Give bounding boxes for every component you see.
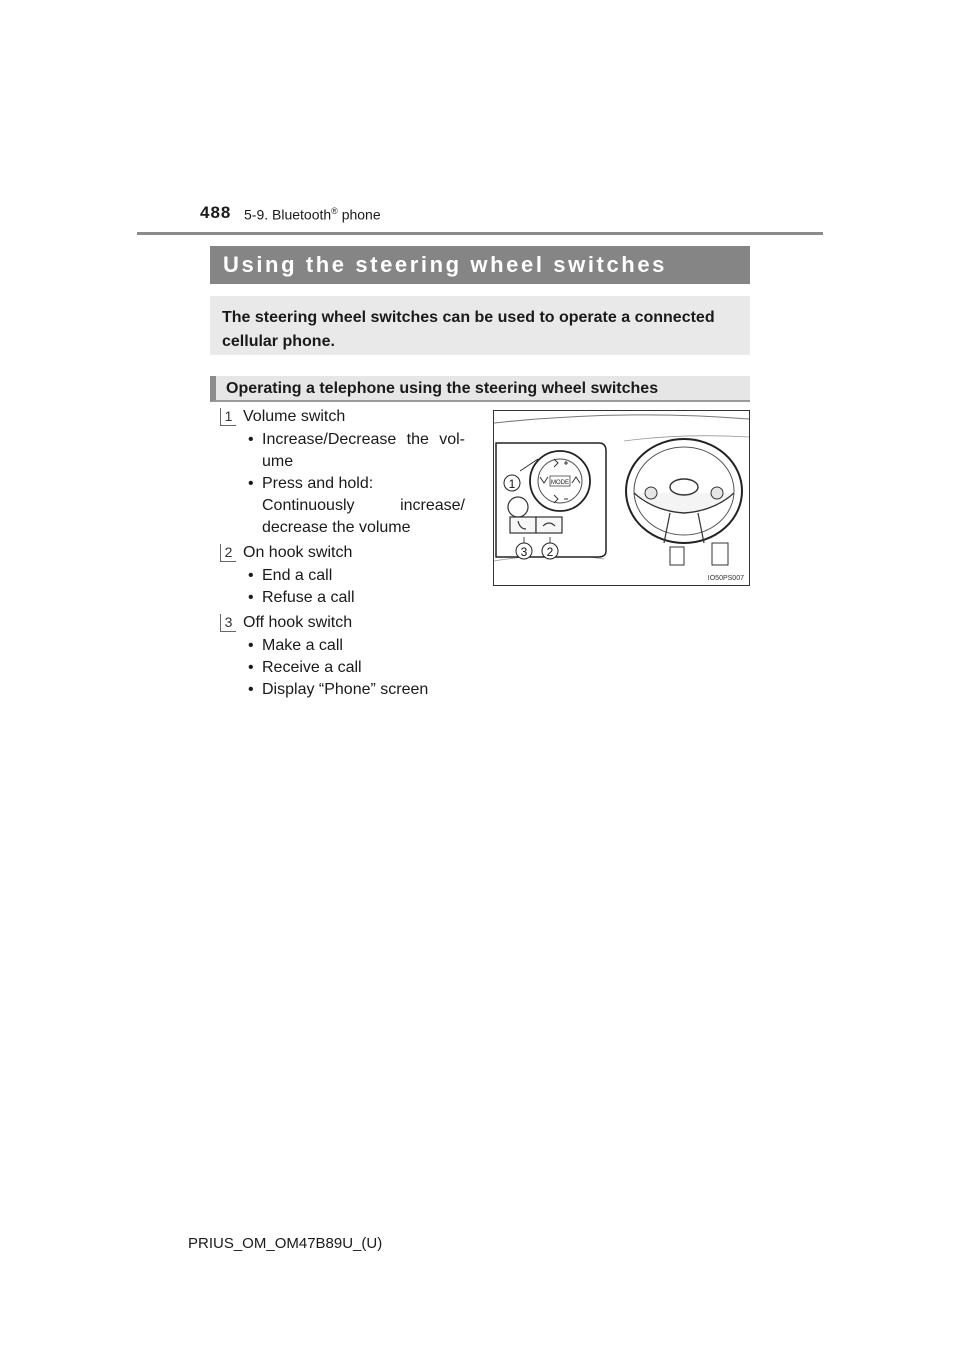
item-3-bullet-3	[248, 679, 428, 701]
item-3-bullet-2	[248, 657, 362, 679]
item-3-label: Off hook switch	[243, 614, 353, 631]
item-1-bullet-2-line-3: decrease the volume	[262, 519, 411, 536]
item-1-number: 1	[220, 408, 236, 426]
bullet-text: Display “Phone” screen	[262, 681, 429, 698]
item-3-number: 3	[220, 614, 236, 632]
item-1-bullet-1-line-1: Increase/Decrease the vol-	[262, 431, 465, 448]
mode-button-label: MODE	[551, 480, 569, 486]
page-title: Using the steering wheel switches	[210, 246, 750, 284]
illustration-code: IO50PS007	[707, 575, 744, 582]
subheading: Operating a telephone using the steering wheel switches	[210, 376, 750, 402]
item-1-bullet-2	[248, 473, 262, 495]
callout-label-3: 3	[520, 545, 528, 559]
bullet-text: End a call	[262, 567, 333, 584]
item-1-bullet-1-line-2: ume	[262, 453, 294, 470]
item-1-bullet-1	[248, 429, 262, 451]
bullet-text: Refuse a call	[262, 589, 355, 606]
intro-text: The steering wheel switches can be used to operate a connected cellular phone.	[210, 296, 750, 355]
section-reference	[244, 206, 381, 223]
item-2-bullet-2	[248, 587, 355, 609]
item-2-number: 2	[220, 544, 236, 562]
page-number: 488	[200, 203, 232, 222]
bullet-dot: •	[248, 681, 254, 698]
section-prefix: 5-9. Bluetooth	[244, 206, 332, 223]
registered-mark: ®	[331, 206, 338, 216]
bullet-text: Receive a call	[262, 659, 362, 676]
item-1-bullet-2-line-1: Press and hold:	[262, 475, 374, 492]
item-2-bullet-1	[248, 565, 332, 587]
bullet-dot: •	[248, 567, 254, 584]
bullet-dot: •	[248, 431, 254, 448]
item-2-label: On hook switch	[243, 544, 353, 561]
bullet-dot: •	[248, 475, 254, 492]
bullet-dot: •	[248, 659, 254, 676]
header-divider	[137, 232, 823, 235]
switch-closeup	[496, 443, 606, 559]
steering-wheel-drawing	[494, 411, 749, 585]
callout-label-1: 1	[508, 477, 516, 491]
item-1-bullet-2-line-2: Continuously increase/	[262, 497, 465, 514]
bullet-dot: •	[248, 589, 254, 606]
footer-document-code: PRIUS_OM_OM47B89U_(U)	[188, 1235, 383, 1252]
steering-wheel	[626, 439, 742, 543]
callout-label-2: 2	[546, 545, 554, 559]
item-3-bullet-1	[248, 635, 343, 657]
steering-wheel-illustration	[493, 410, 750, 586]
item-1-label: Volume switch	[243, 408, 346, 425]
bullet-text: Make a call	[262, 637, 343, 654]
section-suffix: phone	[337, 206, 381, 223]
bullet-dot: •	[248, 637, 254, 654]
